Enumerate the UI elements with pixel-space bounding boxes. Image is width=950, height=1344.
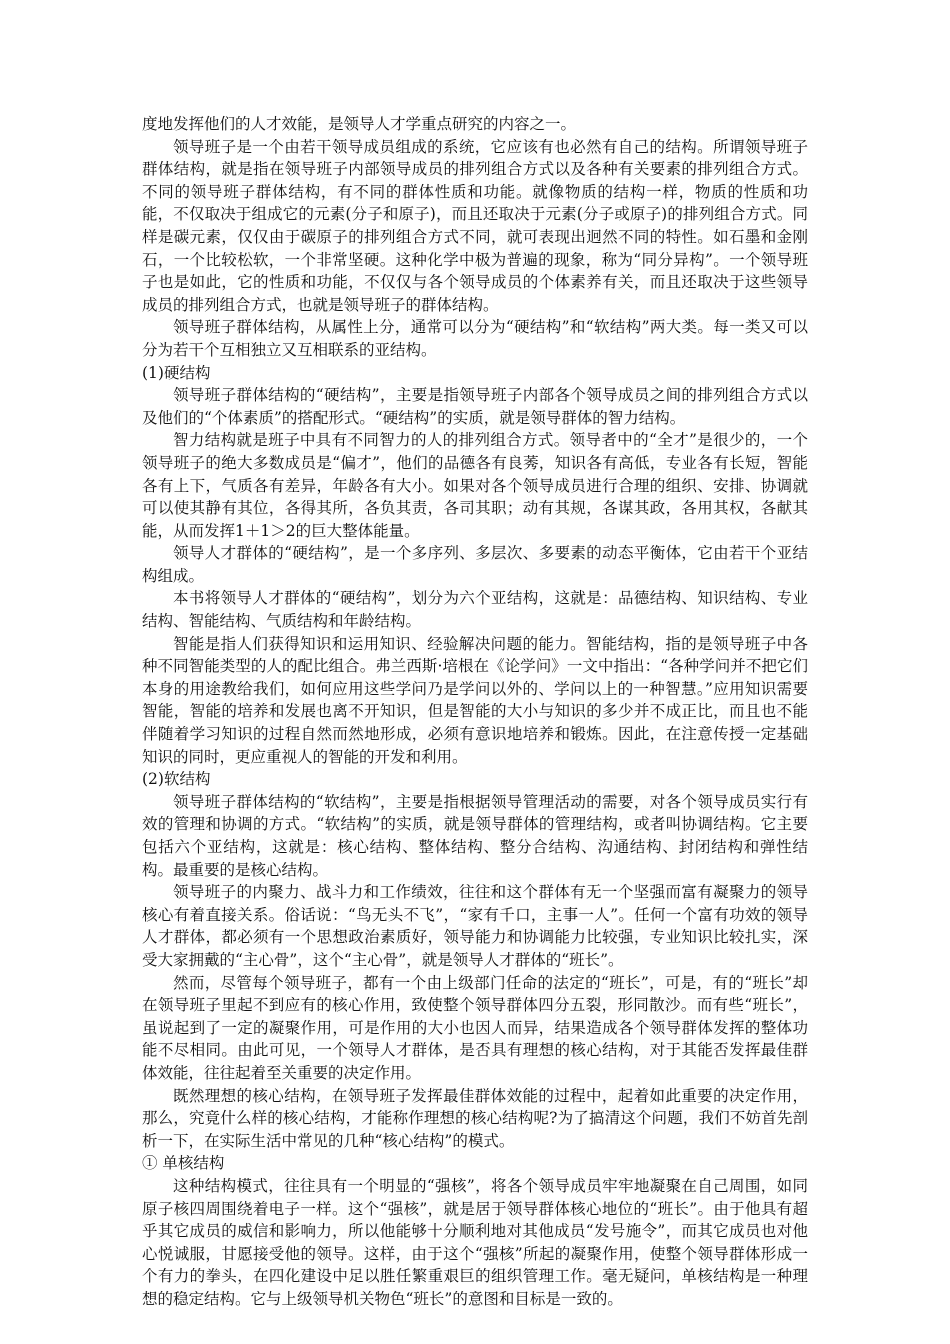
paragraph-soft-structure-definition: 领导班子群体结构的“软结构”，主要是指根据领导管理活动的需要，对各个领导成员实行有效的管理和协调的方式。“软结构”的实质，就是领导群体的管理结构，或者叫协调结构。它主要包括六个亚结构，这就是：核心结构、整体结构、整分合结构、沟通结构、封闭结构和弹性结构。最重要的是核心结构。 [142, 792, 808, 879]
paragraph-structure-classification: 领导班子群体结构，从属性上分，通常可以分为“硬结构”和“软结构”两大类。每一类又可以分为若干个互相独立又互相联系的亚结构。 [142, 318, 808, 359]
paragraph-continuation: 度地发挥他们的人才效能，是领导人才学重点研究的内容之一。 [142, 115, 577, 133]
paragraph-dynamic-balance: 领导人才群体的“硬结构”，是一个多序列、多层次、多要素的动态平衡体，它由若干个亚结构组成。 [142, 544, 808, 585]
document-body [142, 113, 808, 1310]
paragraph-six-substructures: 本书将领导人才群体的“硬结构”，划分为六个亚结构，这就是：品德结构、知识结构、专业结构、智能结构、气质结构和年龄结构。 [142, 589, 808, 631]
paragraph-hard-structure-definition: 领导班子群体结构的“硬结构”，主要是指领导班子内部各个领导成员之间的排列组合方式以及他们的“个体素质”的搭配形式。“硬结构”的实质，就是领导群体的智力结构。 [142, 386, 808, 427]
paragraph-ideal-core-structure: 既然理想的核心结构，在领导班子发挥最佳群体效能的过程中，起着如此重要的决定作用，那么，究竟什么样的核心结构，才能称作理想的核心结构呢?为了搞清这个问题，我们不妨首先剖析一下，在实际生活中常见的几种“核心结构”的模式。 [142, 1086, 808, 1150]
section-heading-hard-structure: (1)硬结构 [142, 363, 211, 382]
paragraph-leadership-core: 领导班子的内聚力、战斗力和工作绩效，往往和这个群体有无一个坚强而富有凝聚力的领导核心有着直接关系。俗话说：“鸟无头不飞”，“家有千口，主事一人”。任何一个富有功效的领导人才群体，都必须有一个思想政治素质好，领导能力和协调能力比较强，专业知识比较扎实，深受大家拥戴的“主心骨”，这个“主心骨”，就是领导人才群体的“班长”。 [142, 883, 808, 969]
section-heading-single-core: ① 单核结构 [142, 1154, 225, 1173]
paragraph-squad-leader-role: 然而，尽管每个领导班子，都有一个由上级部门任命的法定的“班长”，可是，有的“班长”却在领导班子里起不到应有的核心作用，致使整个领导群体四分五裂，形同散沙。而有些“班长”，虽说起到了一定的凝聚作用，可是作用的大小也因人而异，结果造成各个领导群体发挥的整体功能不尽相同。由此可见，一个领导人才群体，是否具有理想的核心结构，对于其能否发挥最佳群体效能，往往起着至关重要的决定作用。 [142, 973, 808, 1082]
paragraph-intellectual-structure: 智力结构就是班子中具有不同智力的人的排列组合方式。领导者中的“全才”是很少的，一个领导班子的绝大多数成员是“偏才”，他们的品德各有良莠，知识各有高低，专业各有长短，智能各有上下，气质各有差异，年龄各有大小。如果对各个领导成员进行合理的组织、安排、协调就可以使其静有其位，各得其所，各负其责，各司其职；动有其规，各谋其政，各用其权，各献其能，从而发挥1＋1＞2的巨大整体能量。 [142, 431, 808, 540]
section-heading-soft-structure: (2)软结构 [142, 770, 211, 789]
paragraph-intelligence-structure: 智能是指人们获得知识和运用知识、经验解决问题的能力。智能结构，指的是领导班子中各种不同智能类型的人的配比组合。弗兰西斯·培根在《论学问》一文中指出：“各种学问并不把它们本身的用途教给我们，如何应用这些学问乃是学问以外的、学问以上的一种智慧。”应用知识需要智能，智能的培养和发展也离不开知识，但是智能的大小与知识的多少并不成正比，而且也不能伴随着学习知识的过程自然而然地形成，必须有意识地培养和锻炼。因此，在注意传授一定基础知识的同时，更应重视人的智能的开发和利用。 [142, 634, 808, 766]
paragraph-group-structure-definition: 领导班子是一个由若干领导成员组成的系统，它应该有也必然有自己的结构。所谓领导班子群体结构，就是指在领导班子内部领导成员的排列组合方式以及各种有关要素的排列组合方式。不同的领导班子群体结构，有不同的群体性质和功能。就像物质的结构一样，物质的性质和功能，不仅取决于组成它的元素(分子和原子)，而且还取决于元素(分子或原子)的排列组合方式。同样是碳元素，仅仅由于碳原子的排列组合方式不同，就可表现出迥然不同的特性。如石墨和金刚石，一个比较松软，一个非常坚硬。这种化学中极为普遍的现象，称为“同分异构”。一个领导班子也是如此，它的性质和功能，不仅仅与各个领导成员的个体素养有关，而且还取决于这些领导成员的排列组合方式，也就是领导班子的群体结构。 [142, 137, 808, 314]
paragraph-single-core-description: 这种结构模式，往往具有一个明显的“强核”，将各个领导成员牢牢地凝聚在自己周围，如同原子核四周围绕着电子一样。这个“强核”，就是居于领导群体核心地位的“班长”。由于他具有超乎其它成员的威信和影响力，所以他能够十分顺利地对其他成员“发号施令”，而其它成员也对他心悦诚服，甘愿接受他的领导。这样，由于这个“强核”所起的凝聚作用，使整个领导群体形成一个有力的拳头，在四化建设中足以胜任繁重艰巨的组织管理工作。毫无疑问，单核结构是一种理想的稳定结构。它与上级领导机关物色“班长”的意图和目标是一致的。 [142, 1176, 808, 1308]
